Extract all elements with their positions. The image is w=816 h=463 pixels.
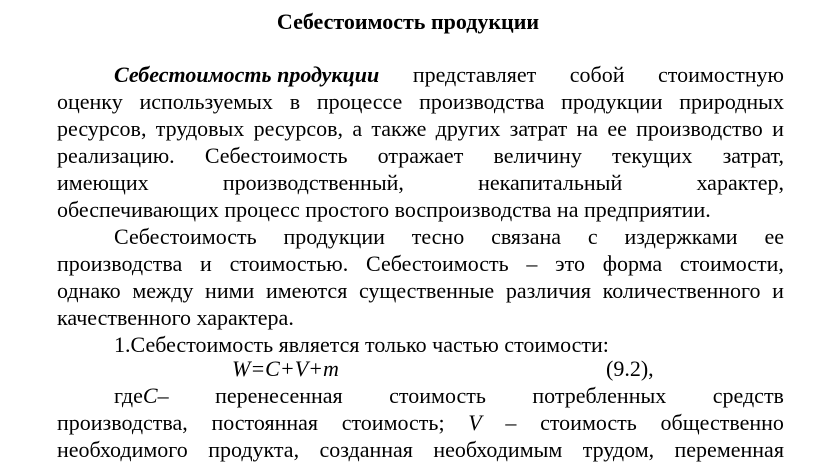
word: также [371,116,427,141]
word: между [132,278,194,303]
word: процессе [316,89,403,114]
term-highlight: Себестоимость продукции [114,62,380,87]
word: и [200,251,212,276]
word: трудовых [155,116,245,141]
word: форма [602,251,663,276]
word: общественно [660,410,784,435]
word: используемых [139,89,273,114]
word: производственный, [222,170,404,195]
word: тесно [411,224,465,249]
p1-line-4 [57,143,784,169]
word: постоянная [211,410,319,435]
word: производства [57,251,183,276]
p1-line-1 [114,62,784,88]
p2-line-3 [57,278,784,304]
word: где [114,383,143,408]
formula-number: (9.2), [606,356,654,381]
word: а [352,116,363,141]
word: продукта, [208,437,300,462]
word: имеются [265,278,348,303]
word: связана [491,224,562,249]
document-title: Себестоимость продукции [276,9,540,34]
word: средств [712,383,784,408]
word: производства, [57,410,188,435]
word: затрат [509,116,568,141]
word: имеющих [57,170,149,195]
p2-line-1 [114,224,784,250]
word: в [289,89,301,114]
word: необходимого [57,437,188,462]
word: представляет [412,62,537,87]
p2-line-2 [57,251,784,277]
word: и [772,116,784,141]
word: переменная [674,437,784,462]
variable-v: V [468,410,482,435]
word: это [555,251,585,276]
word: оценку [57,89,123,114]
word: ее [607,116,627,141]
word: потребленных [532,383,667,408]
word: однако [57,278,121,303]
word: издержками [624,224,738,249]
formula-expression: W=C+V+m [232,356,339,381]
word: затрат, [722,143,784,168]
word: величину [493,143,582,168]
word: других [435,116,501,141]
word: стоимость; [341,410,445,435]
word: некапитальный [478,170,623,195]
word: на [576,116,599,141]
word: стоимостную [658,62,784,87]
dash: – [505,410,517,435]
word: различия [505,278,591,303]
dash: – [157,383,169,408]
word: стоимости, [679,251,784,276]
word: с [587,224,598,249]
word: ресурсов, [253,116,344,141]
word: Себестоимость [114,224,257,249]
variable-c: C [142,383,158,408]
word: созданная [319,437,413,462]
word: природных [679,89,784,114]
p3-line-1: 1.Себестоимость является только частью стоимости: [114,332,609,357]
word: продукции [561,89,663,114]
p1-line-6: обеспечивающих процесс простого воспроизводства на предприятии. [57,197,711,222]
word: и [772,278,784,303]
word: количественного [602,278,761,303]
word: Себестоимость [204,143,348,168]
word: ресурсов, [57,116,147,141]
word: текущих [611,143,693,168]
word: перенесенная [215,383,343,408]
word: стоимость [389,383,486,408]
p1-line-2 [57,89,784,115]
p4-line-1 [114,383,784,409]
word: реализацию. [57,143,175,168]
p1-line-5 [57,170,784,196]
word: ее [764,224,784,249]
word: – [526,251,538,276]
word: Себестоимость [366,251,509,276]
p1-line-3 [57,116,784,142]
word: продукции [283,224,385,249]
word-group [114,383,169,409]
p4-line-2 [57,410,784,436]
word: собой [569,62,625,87]
word: стоимость [540,410,637,435]
word: характер, [696,170,784,195]
p4-line-3 [57,437,784,463]
word: необходимым [433,437,563,462]
word: производства [419,89,545,114]
word: производство [636,116,763,141]
word: трудом, [582,437,655,462]
word: стоимостью. [229,251,349,276]
word: существенные [358,278,495,303]
word: отражает [377,143,464,168]
p2-line-4: качественного характера. [57,305,294,330]
word: ними [205,278,255,303]
